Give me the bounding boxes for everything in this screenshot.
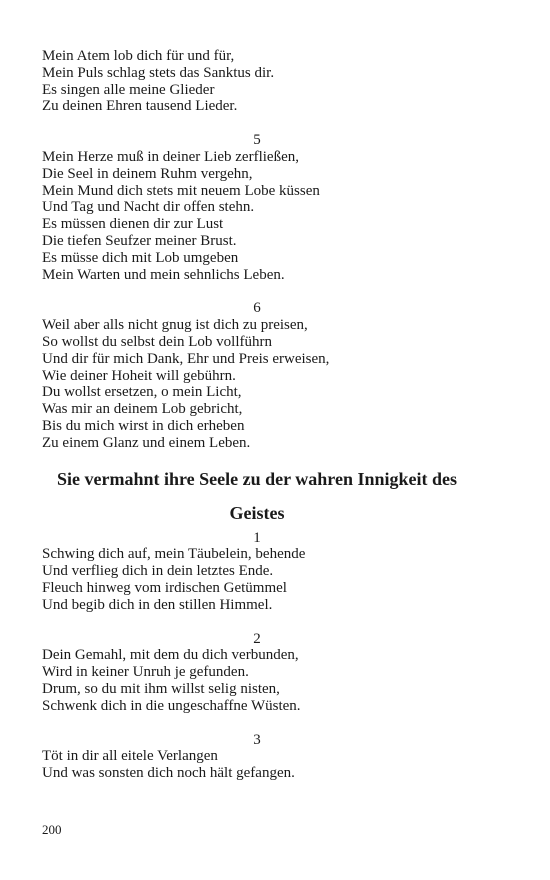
verse-line: Die Seel in deinem Ruhm vergehn, [42,165,253,182]
verse-line: So wollst du selbst dein Lob vollführn [42,333,272,350]
verse-line: Schwenk dich in die ungeschaffne Wüsten. [42,697,301,714]
stanza-1 [42,530,472,614]
stanza-continuation [42,48,472,115]
stanza-number: 3 [253,731,261,748]
verse-line: Was mir an deinem Lob gebricht, [42,401,243,418]
verse-line: Töt in dir all eitele Verlangen [42,748,218,765]
verse-line: Mein Atem lob dich für und für, [42,48,235,64]
page-number: 200 [42,822,62,837]
verse-line: Und dir für mich Dank, Ehr und Preis erweisen, [42,350,330,367]
poem-title-line-2: Geistes [229,502,285,523]
verse-line: Zu deinen Ehren tausend Lieder. [42,98,238,115]
verse-line: Dein Gemahl, mit dem du dich verbunden, [42,647,299,664]
stanza-2 [42,631,472,715]
verse-line: Die tiefen Seufzer meiner Brust. [42,232,237,249]
stanza-number: 1 [253,529,261,546]
verse-line: Zu einem Glanz und einem Leben. [42,434,251,451]
verse-line: Mein Herze muß in deiner Lieb zerfließen, [42,148,299,165]
verse-line: Es müssen dienen dir zur Lust [42,216,224,233]
verse-line: Du wollst ersetzen, o mein Licht, [42,384,242,401]
verse-line: Und was sonsten dich noch hält gefangen. [42,765,295,782]
stanza-6 [42,300,472,451]
verse-line: Drum, so du mit ihm willst selig nisten, [42,680,280,697]
verse-line: Mein Puls schlag stets das Sanktus dir. [42,64,275,81]
verse-line: Mein Warten und mein sehnlichs Leben. [42,266,285,283]
verse-line: Mein Mund dich stets mit neuem Lobe küssen [42,182,320,199]
verse-line: Schwing dich auf, mein Täubelein, behende [42,546,306,563]
verse-line: Und begib dich in den stillen Himmel. [42,596,273,613]
verse-line: Und Tag und Nacht dir offen stehn. [42,199,255,216]
page-body [42,48,472,799]
verse-line: Wie deiner Hoheit will gebührn. [42,367,236,384]
poem-title [42,462,472,530]
stanza-number: 5 [253,132,261,149]
stanza-number: 6 [253,300,261,317]
stanza-5 [42,132,472,283]
verse-line: Es müsse dich mit Lob umgeben [42,249,239,266]
verse-line: Wird in keiner Unruh je gefunden. [42,664,249,681]
verse-line: Und verflieg dich in dein letztes Ende. [42,563,274,580]
verse-line: Es singen alle meine Glieder [42,81,215,98]
verse-line: Fleuch hinweg vom irdischen Getümmel [42,579,287,596]
poem-title-line-1: Sie vermahnt ihre Seele zu der wahren Innigkeit des [57,468,457,489]
verse-line: Weil aber alls nicht gnug ist dich zu preisen, [42,317,308,334]
verse-line: Bis du mich wirst in dich erheben [42,417,245,434]
stanza-3 [42,732,472,782]
stanza-number: 2 [253,630,261,647]
